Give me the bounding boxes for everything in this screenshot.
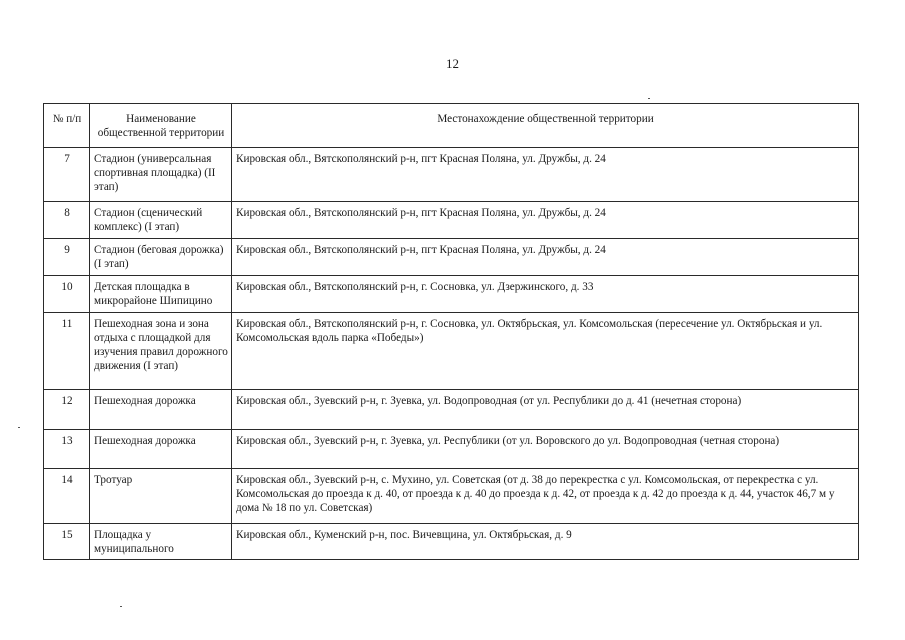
scan-speck [648,98,650,99]
territory-name: Стадион (сценический комплекс) (I этап) [90,202,232,239]
territory-name: Детская площадка в микрорайоне Шипицино [90,276,232,313]
territory-name: Пешеходная дорожка [90,430,232,469]
row-number: 7 [44,148,90,202]
territory-name: Стадион (универсальная спортивная площадка) (II этап) [90,148,232,202]
territory-name: Пешеходная дорожка [90,390,232,430]
table-row [44,524,859,560]
header-number: № п/п [44,104,90,148]
header-location: Местонахождение общественной территории [232,104,859,148]
row-number: 11 [44,313,90,390]
territory-location: Кировская обл., Зуевский р-н, г. Зуевка, ул. Республики (от ул. Воровского до ул. Водопроводная (четная сторона) [232,430,859,469]
row-number: 10 [44,276,90,313]
territory-name: Площадка у муниципального [90,524,232,560]
territory-location: Кировская обл., Вятскополянский р-н, пгт Красная Поляна, ул. Дружбы, д. 24 [232,239,859,276]
scan-speck [120,606,122,607]
table-row [44,430,859,469]
row-number: 15 [44,524,90,560]
territory-location: Кировская обл., Зуевский р-н, г. Зуевка, ул. Водопроводная (от ул. Республики до д. 41 (нечетная сторона) [232,390,859,430]
table-row [44,276,859,313]
row-number: 14 [44,469,90,524]
territory-name: Стадион (беговая дорожка) (I этап) [90,239,232,276]
territory-location: Кировская обл., Зуевский р-н, с. Мухино, ул. Советская (от д. 38 до перекрестка с ул. Комсомольская, от перекрестка с ул. Комсомольская до проезда к д. 40, от проезда к д. 40 до проезда к д. 42, от проезда к д. 42 до проезда к д. 44, участок 46,7 м у дома № 18 по ул. Советская) [232,469,859,524]
territory-location: Кировская обл., Вятскополянский р-н, г. Сосновка, ул. Дзержинского, д. 33 [232,276,859,313]
table-row [44,148,859,202]
row-number: 9 [44,239,90,276]
scan-speck [18,427,20,428]
row-number: 13 [44,430,90,469]
table-row [44,469,859,524]
territory-name: Пешеходная зона и зона отдыха с площадкой для изучения правил дорожного движения (I этап) [90,313,232,390]
table-row [44,313,859,390]
territory-location: Кировская обл., Куменский р-н, пос. Вичевщина, ул. Октябрьская, д. 9 [232,524,859,560]
territory-location: Кировская обл., Вятскополянский р-н, пгт Красная Поляна, ул. Дружбы, д. 24 [232,148,859,202]
row-number: 12 [44,390,90,430]
territory-location: Кировская обл., Вятскополянский р-н, г. Сосновка, ул. Октябрьская, ул. Комсомольская (пересечение ул. Октябрьская и ул. Комсомольская вдоль парка «Победы») [232,313,859,390]
row-number: 8 [44,202,90,239]
territory-location: Кировская обл., Вятскополянский р-н, пгт Красная Поляна, ул. Дружбы, д. 24 [232,202,859,239]
territory-name: Тротуар [90,469,232,524]
table-row [44,390,859,430]
header-name: Наименование общественной территории [90,104,232,148]
table-header-row [44,104,859,148]
table-row [44,239,859,276]
table-row [44,202,859,239]
public-territories-table [43,103,859,560]
page-number: 12 [446,56,459,71]
